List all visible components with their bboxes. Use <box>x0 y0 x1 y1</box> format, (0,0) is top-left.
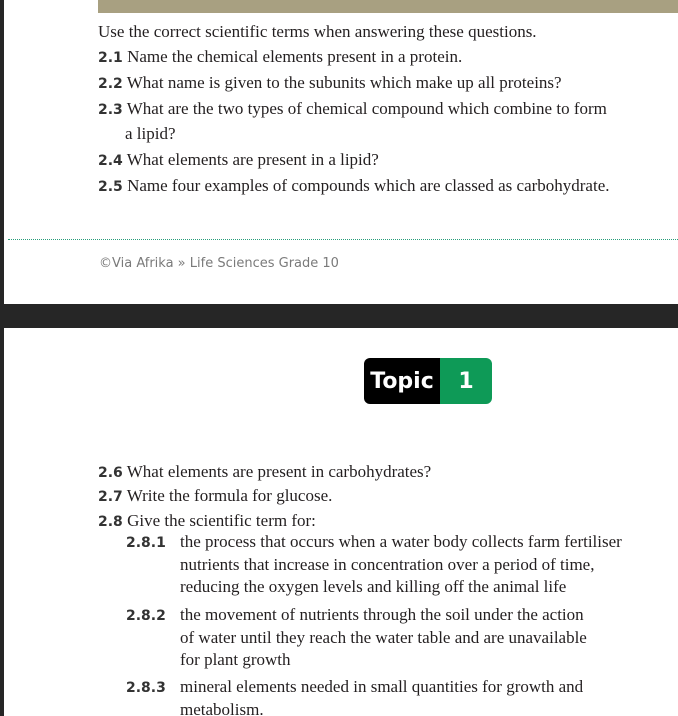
section-header-band <box>98 0 678 13</box>
footer-divider <box>8 239 678 240</box>
subquestion-2-8-3-number: 2.8.3 <box>126 680 166 696</box>
subquestion-2-8-2-number: 2.8.2 <box>126 608 166 624</box>
question-2-5: 2.5 Name four examples of compounds which are classed as carbohydrate. <box>98 176 610 195</box>
page-footer: ©Via Afrika » Life Sciences Grade 10 <box>99 256 339 271</box>
topic-badge <box>364 358 492 404</box>
page-1 <box>4 0 678 304</box>
question-2-2: 2.2 What name is given to the subunits which make up all proteins? <box>98 73 562 92</box>
page-gap <box>0 304 678 328</box>
question-2-7: 2.7 Write the formula for glucose. <box>98 486 333 505</box>
instructions-text: Use the correct scientific terms when answering these questions. <box>98 22 537 41</box>
question-2-3: 2.3 What are the two types of chemical compound which combine to form <box>98 99 607 118</box>
subquestion-2-8-3-text: mineral elements needed in small quantities for growth and metabolism. <box>180 677 584 716</box>
subquestion-2-8-2-text: the movement of nutrients through the soil under the action of water until they reach the water table and are unavailable for plant growth <box>180 605 587 669</box>
question-2-3-continuation: a lipid? <box>125 124 176 143</box>
question-2-4: 2.4 What elements are present in a lipid? <box>98 150 379 169</box>
question-2-1: 2.1 Name the chemical elements present in a protein. <box>98 47 463 66</box>
topic-badge-label: Topic <box>364 358 440 404</box>
question-2-6: 2.6 What elements are present in carbohydrates? <box>98 462 432 481</box>
question-2-8: 2.8 Give the scientific term for: <box>98 511 316 530</box>
page-2 <box>4 328 678 716</box>
subquestion-2-8-1-number: 2.8.1 <box>126 535 166 551</box>
topic-badge-number: 1 <box>440 358 492 404</box>
subquestion-2-8-1-text: the process that occurs when a water body collects farm fertiliser nutrients that increase in concentration over a period of time, reducing the oxygen levels and killing off the animal life <box>180 532 622 596</box>
